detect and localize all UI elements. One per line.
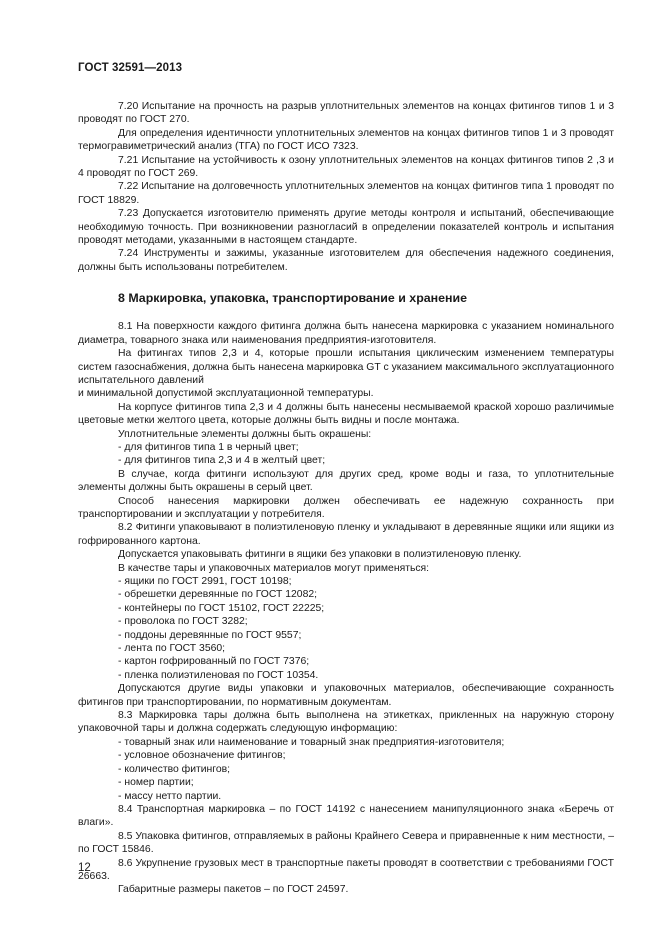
list-item: - проволока по ГОСТ 3282; [118,616,248,628]
list-item: - для фитингов типа 2,3 и 4 в желтый цвет; [118,455,326,467]
paragraph-7-20-tga: Для определения идентичности уплотнительных элементов на концах фитингов типов 1 и 3 проводят термогравиметрический анализ (ТГА) по ГОСТ ИСО 7323. [78,127,614,153]
paragraph: В качестве тары и упаковочных материалов могут применяться: [118,562,430,574]
paragraph: и минимальной допустимой эксплуатационной температуры. [78,388,374,400]
paragraph: 8.6 Укрупнение грузовых мест в транспортные пакеты проводят в соответствии с требованиями ГОСТ 26663. [78,857,614,882]
list-item: - обрешетки деревянные по ГОСТ 12082; [118,589,318,601]
list-item: - массу нетто партии. [118,790,222,802]
paragraph: На корпусе фитингов типа 2,3 и 4 должны быть нанесены несмываемой краской хорошо различимые цветовые метки желтого цвета, которые должны быть видны и после монтажа. [78,401,614,427]
paragraph-7-24: 7.24 Инструменты и зажимы, указанные изготовителем для обеспечения надежного соединения, должны быть использованы потребителем. [78,248,614,273]
page-number: 12 [78,862,91,874]
paragraph: На фитингах типов 2,3 и 4, которые прошли испытания циклическим изменением температуры систем газоснабжения, должна быть нанесена маркировка GT с указанием максимального эксплуатационного испытательного давлений [78,348,614,386]
paragraph: 8.2 Фитинги упаковывают в полиэтиленовую пленку и укладывают в деревянные ящики или ящики из гофрированного картона. [78,522,614,547]
paragraph: 8.3 Маркировка тары должна быть выполнена на этикетках, прикленных на наружную сторону упаковочной тары и должна содержать следующую информацию: [78,710,614,735]
list-item: - картон гофрированный по ГОСТ 7376; [118,656,310,668]
paragraph: Способ нанесения маркировки должен обеспечивать ее надежную сохранность при транспортировании и эксплуатации у потребителя. [78,495,614,520]
paragraph: Габаритные размеры пакетов – по ГОСТ 24597. [118,884,349,896]
page-header-title: ГОСТ 32591—2013 [78,62,183,74]
list-item: - для фитингов типа 1 в черный цвет; [118,441,299,453]
paragraph-7-20: 7.20 Испытание на прочность на разрыв уплотнительных элементов на концах фитингов типов 1 и 3 проводят по ГОСТ 270. [78,101,614,126]
paragraph: Допускается упаковывать фитинги в ящики без упаковки в полиэтиленовую пленку. [118,549,522,561]
list-item: - ящики по ГОСТ 2991, ГОСТ 10198; [118,576,292,587]
list-item: - лента по ГОСТ 3560; [118,643,226,655]
paragraph: В случае, когда фитинги используют для других сред, кроме воды и газа, то уплотнительные элементы должны быть окрашены в серый цвет. [78,468,614,494]
paragraph-7-23: 7.23 Допускается изготовителю применять другие методы контроля и испытаний, обеспечивающие необходимую точность. При возникновении разногласий в определении показателей контроль и испытания проводят методами, указанными в настоящем стандарте. [78,208,614,247]
section-heading: 8 Маркировка, упаковка, транспортирование и хранение [118,291,468,306]
list-item: - номер партии; [118,777,194,789]
paragraph-7-22: 7.22 Испытание на долговечность уплотнительных элементов на концах фитингов типа 1 проводят по ГОСТ 18829. [78,181,614,206]
section-8-paragraphs [78,320,614,896]
paragraph-7-21: 7.21 Испытание на устойчивость к озону уплотнительных элементов на концах фитингов типов 2 ,3 и 4 проводят по ГОСТ 269. [78,154,614,180]
paragraph: 8.1 На поверхности каждого фитинга должна быть нанесена маркировка с указанием номинального диаметра, товарного знака или наименования предприятия-изготовителя. [78,321,614,346]
paragraph: 8.4 Транспортная маркировка – по ГОСТ 14192 с нанесением манипуляционного знака «Беречь от влаги». [78,803,614,829]
document-body [78,100,614,897]
list-item: - товарный знак или наименование и товарный знак предприятия-изготовителя; [118,736,505,748]
list-item: - количество фитингов; [118,763,231,775]
list-item: - контейнеры по ГОСТ 15102, ГОСТ 22225; [118,602,325,614]
section-7-paragraphs [78,100,614,274]
paragraph: 8.5 Упаковка фитингов, отправляемых в районы Крайнего Севера и приравненные к ним местности, – по ГОСТ 15846. [78,830,614,856]
list-item: - пленка полиэтиленовая по ГОСТ 10354. [118,669,319,681]
list-item: - условное обозначение фитингов; [118,750,286,762]
paragraph: Уплотнительные элементы должны быть окрашены: [118,428,372,440]
paragraph: Допускаются другие виды упаковки и упаковочных материалов, обеспечивающие сохранность фитингов при транспортировании, по нормативным документам. [78,683,614,708]
list-item: - поддоны деревянные по ГОСТ 9557; [118,629,302,641]
